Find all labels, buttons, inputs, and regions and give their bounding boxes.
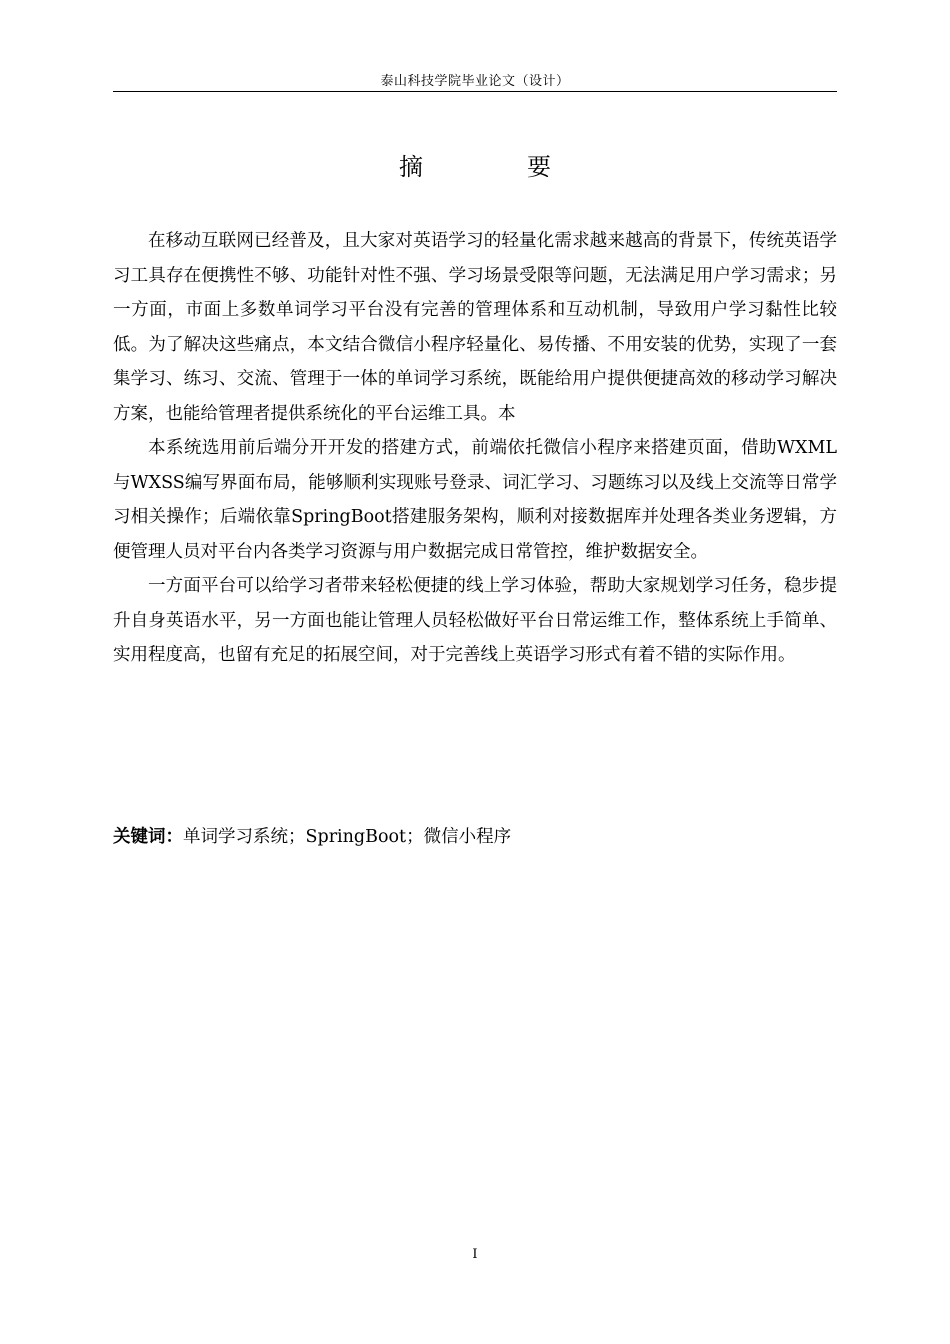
running-header-title: 泰山科技学院毕业论文（设计） [380, 74, 570, 89]
abstract-body [113, 224, 837, 673]
abstract-paragraph-3: 一方面平台可以给学习者带来轻松便捷的线上学习体验，帮助大家规划学习任务，稳步提升自身英语水平，另一方面也能让管理人员轻松做好平台日常运维工作，整体系统上手简单、实用程度高，也留有充足的拓展空间，对于完善线上英语学习形式有着不错的实际作用。 [113, 576, 837, 665]
running-header [113, 74, 837, 92]
abstract-paragraph-1: 在移动互联网已经普及，且大家对英语学习的轻量化需求越来越高的背景下，传统英语学习工具存在便携性不够、功能针对性不强、学习场景受限等问题，无法满足用户学习需求；另一方面，市面上多数单词学习平台没有完善的管理体系和互动机制，导致用户学习黏性比较低。为了解决这些痛点，本文结合微信小程序轻量化、易传播、不用安装的优势，实现了一套集学习、练习、交流、管理于一体的单词学习系统，既能给用户提供便捷高效的移动学习解决方案，也能给管理者提供系统化的平台运维工具。本 [113, 231, 837, 424]
abstract-paragraph-2: 本系统选用前后端分开开发的搭建方式，前端依托微信小程序来搭建页面，借助WXML与WXSS编写界面布局，能够顺利实现账号登录、词汇学习、习题练习以及线上交流等日常学习相关操作；后端依靠SpringBoot搭建服务架构，顺利对接数据库并处理各类业务逻辑，方便管理人员对平台内各类学习资源与用户数据完成日常管控，维护数据安全。 [113, 438, 837, 562]
keywords-line [113, 820, 837, 854]
keywords-text: 单词学习系统；SpringBoot；微信小程序 [183, 827, 512, 847]
abstract-title: 摘 要 [399, 153, 591, 181]
page-number: I [472, 1247, 478, 1262]
keywords-label: 关键词： [113, 827, 183, 847]
